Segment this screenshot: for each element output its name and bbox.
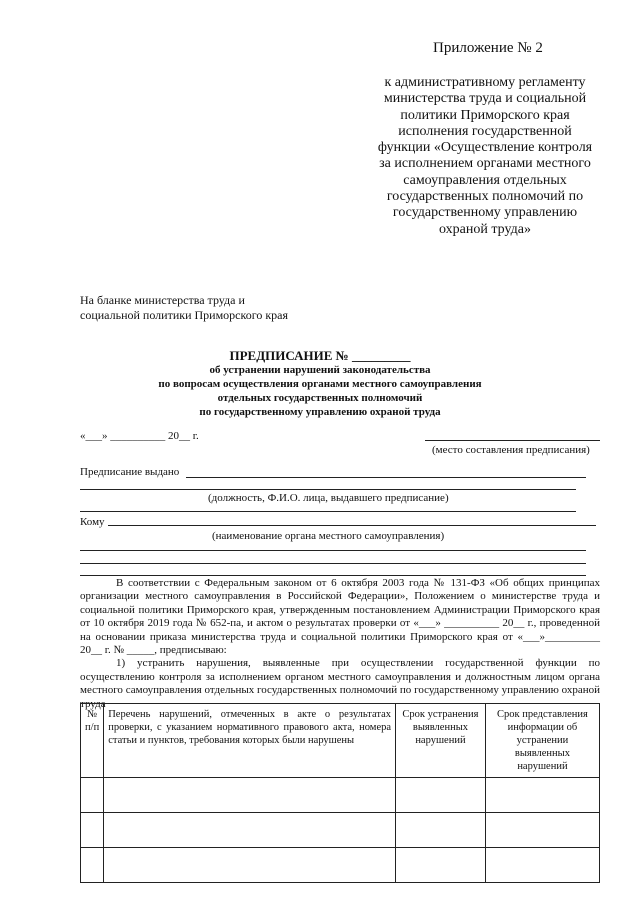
column-header-violations: Перечень нарушений, отмеченных в акте о результатах проверки, с указанием нормативного правового акта, номера статьи и пунктов, требования которых были нарушены — [104, 704, 396, 778]
appendix-line: министерства труда и социальной — [383, 91, 587, 107]
table-row — [81, 848, 600, 883]
table-cell[interactable] — [485, 778, 599, 813]
table-cell[interactable] — [81, 813, 104, 848]
appendix-line: охраной труда» — [439, 221, 531, 237]
subtitle-line: по государственному управлению охраной труда — [199, 406, 441, 418]
to-underline-3[interactable] — [80, 563, 586, 564]
violations-table — [80, 703, 600, 883]
letterhead-note — [80, 293, 288, 323]
to-label: Кому — [80, 516, 105, 528]
issued-underline-2[interactable] — [80, 489, 576, 490]
table-cell[interactable] — [104, 813, 396, 848]
to-underline[interactable] — [108, 525, 596, 526]
order-paragraph: 1) устранить нарушения, выявленные при осуществлении государственной функции по осуществлению контроля за исполнением органом местного самоуправления и должностным лицом органа местного самоуправления отдельных государственных полномочий по государственному управлению охраной труда — [80, 657, 600, 710]
to-underline-2[interactable] — [80, 550, 586, 551]
place-underline[interactable] — [425, 440, 600, 441]
table-cell[interactable] — [104, 848, 396, 883]
table-cell[interactable] — [485, 813, 599, 848]
order-body — [80, 577, 600, 711]
issued-caption: (должность, Ф.И.О. лица, выдавшего предписание) — [208, 492, 449, 504]
table-cell[interactable] — [81, 848, 104, 883]
table-cell[interactable] — [396, 778, 486, 813]
table-row — [81, 778, 600, 813]
appendix-line: государственных полномочий по — [386, 189, 584, 205]
table-cell[interactable] — [396, 848, 486, 883]
letterhead-line: На бланке министерства труда и — [80, 293, 245, 307]
document-subtitle — [0, 363, 640, 419]
table-header-row — [81, 704, 600, 778]
column-header-number: № п/п — [81, 704, 104, 778]
order-paragraph: В соответствии с Федеральным законом от 6 октября 2003 года № 131-ФЗ «Об общих принципах организации местного самоуправления в Российской Федерации», Положением о министерстве труда и социальной политики Приморского края, утвержденным постановлением Администрации Приморского края от 10 октября 2019 года № 652-па, и актом о результатах проверки от «___» __________ 20__ г., проведенной на основании приказа министерства труда и социальной политики Приморского края от «___»__________ 20__ г. № _____, предписываю: — [80, 577, 600, 657]
table-cell[interactable] — [104, 778, 396, 813]
appendix-line: государственному управлению — [392, 205, 578, 221]
issued-underline-3[interactable] — [80, 511, 576, 512]
to-caption: (наименование органа местного самоуправления) — [212, 530, 445, 542]
appendix-title: Приложение № 2 — [433, 40, 543, 56]
table-row — [81, 813, 600, 848]
table-cell[interactable] — [396, 813, 486, 848]
subtitle-line: отдельных государственных полномочий — [217, 392, 423, 404]
appendix-line: за исполнением органами местного — [379, 156, 591, 172]
document-heading: ПРЕДПИСАНИЕ № _________ — [229, 348, 411, 363]
table-cell[interactable] — [485, 848, 599, 883]
place-caption: (место составления предписания) — [432, 444, 590, 456]
column-header-report-deadline: Срок представления информации об устранении выявленных нарушений — [485, 704, 599, 778]
appendix-line: к административному регламенту — [384, 75, 586, 90]
subtitle-line: по вопросам осуществления органами местного самоуправления — [158, 378, 482, 390]
appendix-line: исполнения государственной — [398, 123, 572, 139]
table-cell[interactable] — [81, 778, 104, 813]
appendix-line: политики Приморского края — [400, 107, 570, 123]
appendix-line: самоуправления отдельных — [403, 172, 567, 188]
issued-label: Предписание выдано — [80, 466, 180, 478]
issued-underline[interactable] — [186, 477, 586, 478]
subtitle-line: об устранении нарушений законодательства — [209, 364, 431, 376]
letterhead-line: социальной политики Приморского края — [80, 308, 289, 322]
appendix-reference — [360, 75, 610, 238]
appendix-line: функции «Осуществление контроля — [377, 140, 593, 156]
date-field[interactable]: «___» __________ 20__ г. — [80, 430, 199, 442]
to-underline-4[interactable] — [80, 575, 586, 576]
column-header-deadline: Срок устранения выявленных нарушений — [396, 704, 486, 778]
